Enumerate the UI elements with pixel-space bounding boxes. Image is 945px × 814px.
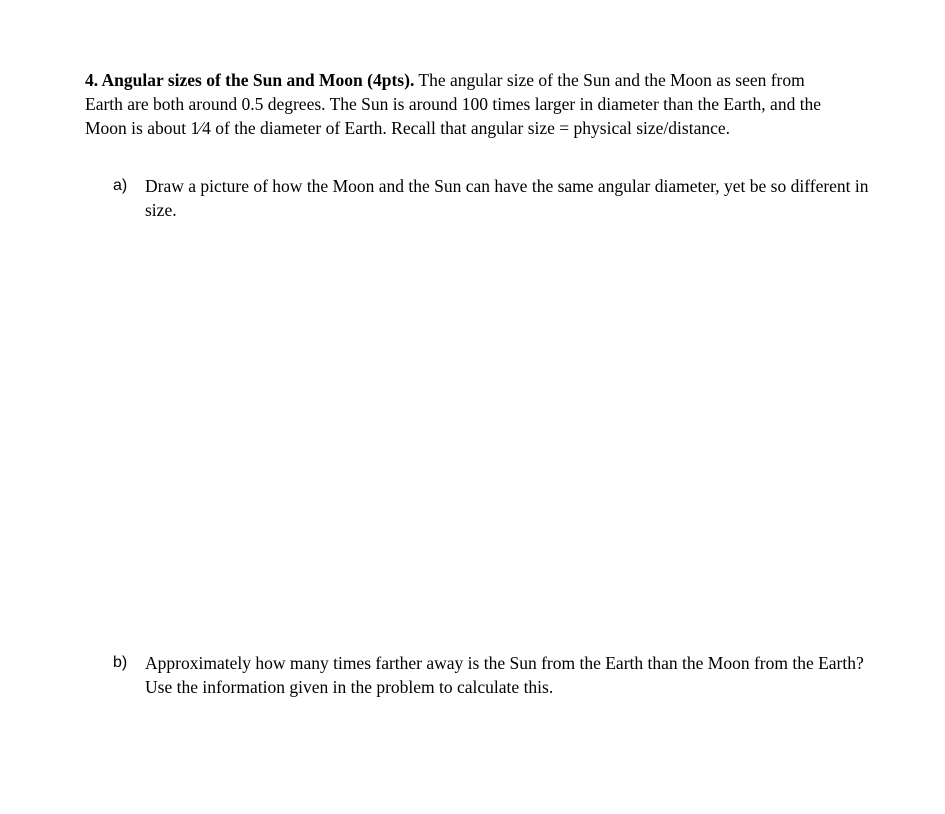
problem-body: The angular size of the Sun and the Moon as seen from Earth are both around 0.5 degrees. The Sun is around 100 times larger in diameter than the Earth, and the Moon is about 1⁄4 of the diameter of Earth. Recall that angular size = physical size/distance. <box>85 70 822 138</box>
problem-statement <box>85 68 845 140</box>
part-b-marker: b) <box>113 654 128 671</box>
problem-title: 4. Angular sizes of the Sun and Moon (4pts). <box>85 70 415 90</box>
part-b-question: Approximately how many times farther away is the Sun from the Earth than the Moon from the Earth? Use the information given in the problem to calculate this. <box>145 653 864 697</box>
part-a <box>113 174 873 222</box>
part-a-answer-space <box>145 230 845 640</box>
part-a-marker: a) <box>113 177 128 194</box>
part-a-question: Draw a picture of how the Moon and the Sun can have the same angular diameter, yet be so different in size. <box>145 176 869 220</box>
part-b-answer-space <box>145 710 845 800</box>
part-b <box>113 651 873 699</box>
